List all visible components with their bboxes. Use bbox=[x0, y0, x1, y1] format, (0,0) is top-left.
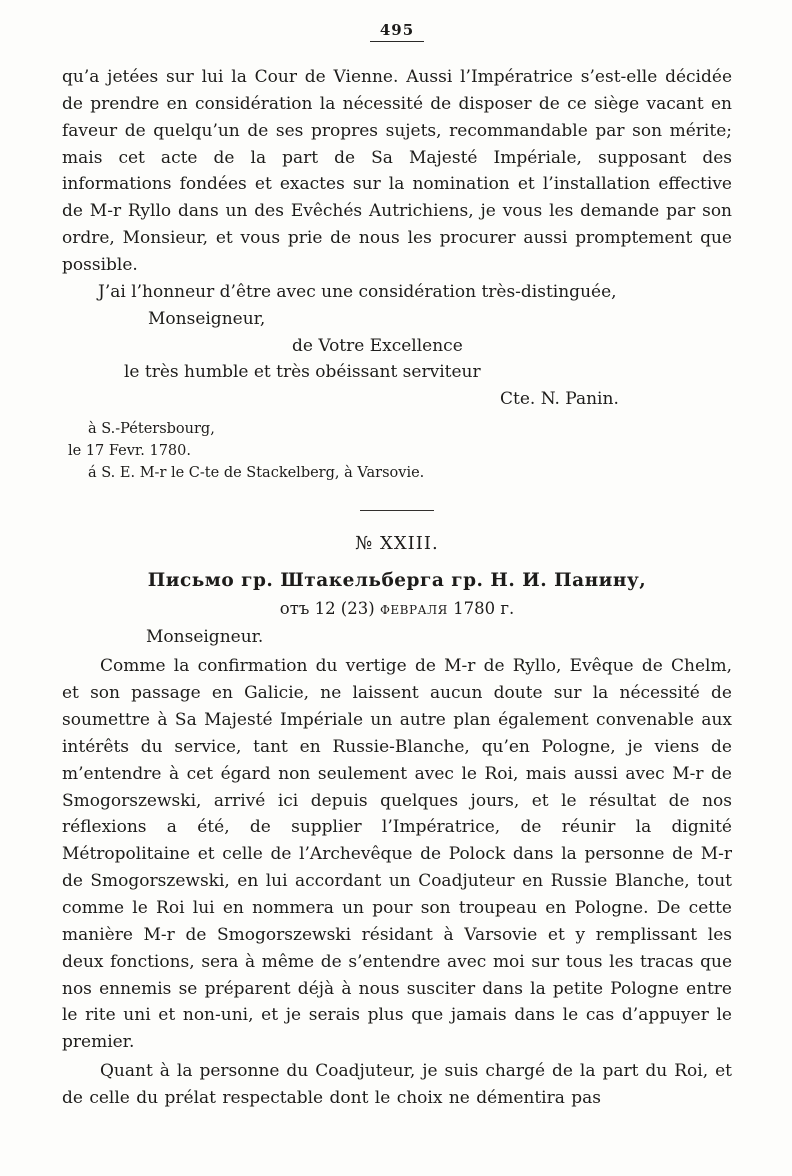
letter-xxiii bbox=[62, 533, 732, 1111]
subtitle-suffix: 1780 г. bbox=[447, 599, 515, 619]
closing-formula-line: J’ai l’honneur d’être avec une considération très-distinguée, bbox=[98, 281, 617, 302]
subtitle-prefix: отъ 12 (23) bbox=[279, 599, 380, 619]
page-number: 495 bbox=[370, 21, 424, 42]
dateline-date: le 17 Fevr. 1780. bbox=[68, 442, 191, 459]
closing-excellence-line: de Votre Excellence bbox=[292, 335, 463, 356]
dateline-addressee: á S. E. M-r le C-te de Stackelberg, à Varsovie. bbox=[88, 464, 425, 481]
page-header bbox=[62, 20, 732, 42]
section-divider-rule bbox=[360, 510, 434, 511]
salutation-line: Monseigneur. bbox=[146, 627, 264, 648]
letter-continuation-paragraph: qu’a jetées sur lui la Cour de Vienne. Aussi l’Impératrice s’est-elle décidée de prendre en considération la nécessité de disposer de ce siège vacant en faveur de quelqu’un de ses propres sujets, recommandable par son mérite; mais cet acte de la part de Sa Majesté Impériale, supposant des informations fondées et exactes sur la nomination et l’installation effective de M-r Ryllo dans un des Evêchés Autrichiens, je vous les demande par son ordre, Monsieur, et vous prie de nous les procurer aussi promptement que possible. bbox=[62, 67, 732, 276]
letter-date-subtitle bbox=[62, 599, 732, 618]
closing-servant-line: le très humble et très obéissant serviteur bbox=[124, 362, 481, 383]
signature-panin: Cte. N. Panin. bbox=[500, 389, 619, 410]
letter-title-cyrillic: Письмо гр. Штакельберга гр. Н. И. Панину, bbox=[147, 570, 647, 592]
letter-number-heading: № XXIII. bbox=[355, 533, 439, 555]
dateline-block bbox=[62, 419, 732, 484]
closing-monseigneur-line: Monseigneur, bbox=[148, 308, 266, 329]
subtitle-month: февраля bbox=[379, 599, 448, 619]
letter-body-paragraph: Comme la confirmation du vertige de M-r de Ryllo, Evêque de Chelm, et son passage en Galicie, ne laissent aucun doute sur la nécessité de soumettre à Sa Majesté Impériale un autre plan également convenable aux intérêts du service, tant en Russie-Blanche, qu’en Pologne, je viens de m’entendre à cet égard non seulement avec le Roi, mais aussi avec M-r de Smogorszewski, arrivé ici depuis quelques jours, et le résultat de nos réflexions a été, de supplier l’Impératrice, de réunir la dignité Métropolitaine et celle de l’Archevêque de Polock dans la personne de M-r de Smogorszewski, en lui accordant un Coadjuteur en Russie Blanche, tout comme le Roi lui en nommera un pour son troupeau en Pologne. De cette manière M-r de Smogorszewski résidant à Varsovie et y remplissant les deux fonctions, sera à même de s’entendre avec moi sur tous les tracas que nos ennemis se préparent déjà à nous susciter dans la petite Pologne entre le rite uni et non-uni, et je serais plus que jamais dans le cas d’appuyer le premier. bbox=[62, 656, 732, 1053]
letter-xxii-ending bbox=[62, 64, 732, 484]
letter-body-paragraph-partial: Quant à la personne du Coadjuteur, je suis chargé de la part du Roi, et de celle du prélat respectable dont le choix ne démentira pas bbox=[62, 1061, 732, 1109]
dateline-place: à S.-Pétersbourg, bbox=[88, 421, 215, 438]
